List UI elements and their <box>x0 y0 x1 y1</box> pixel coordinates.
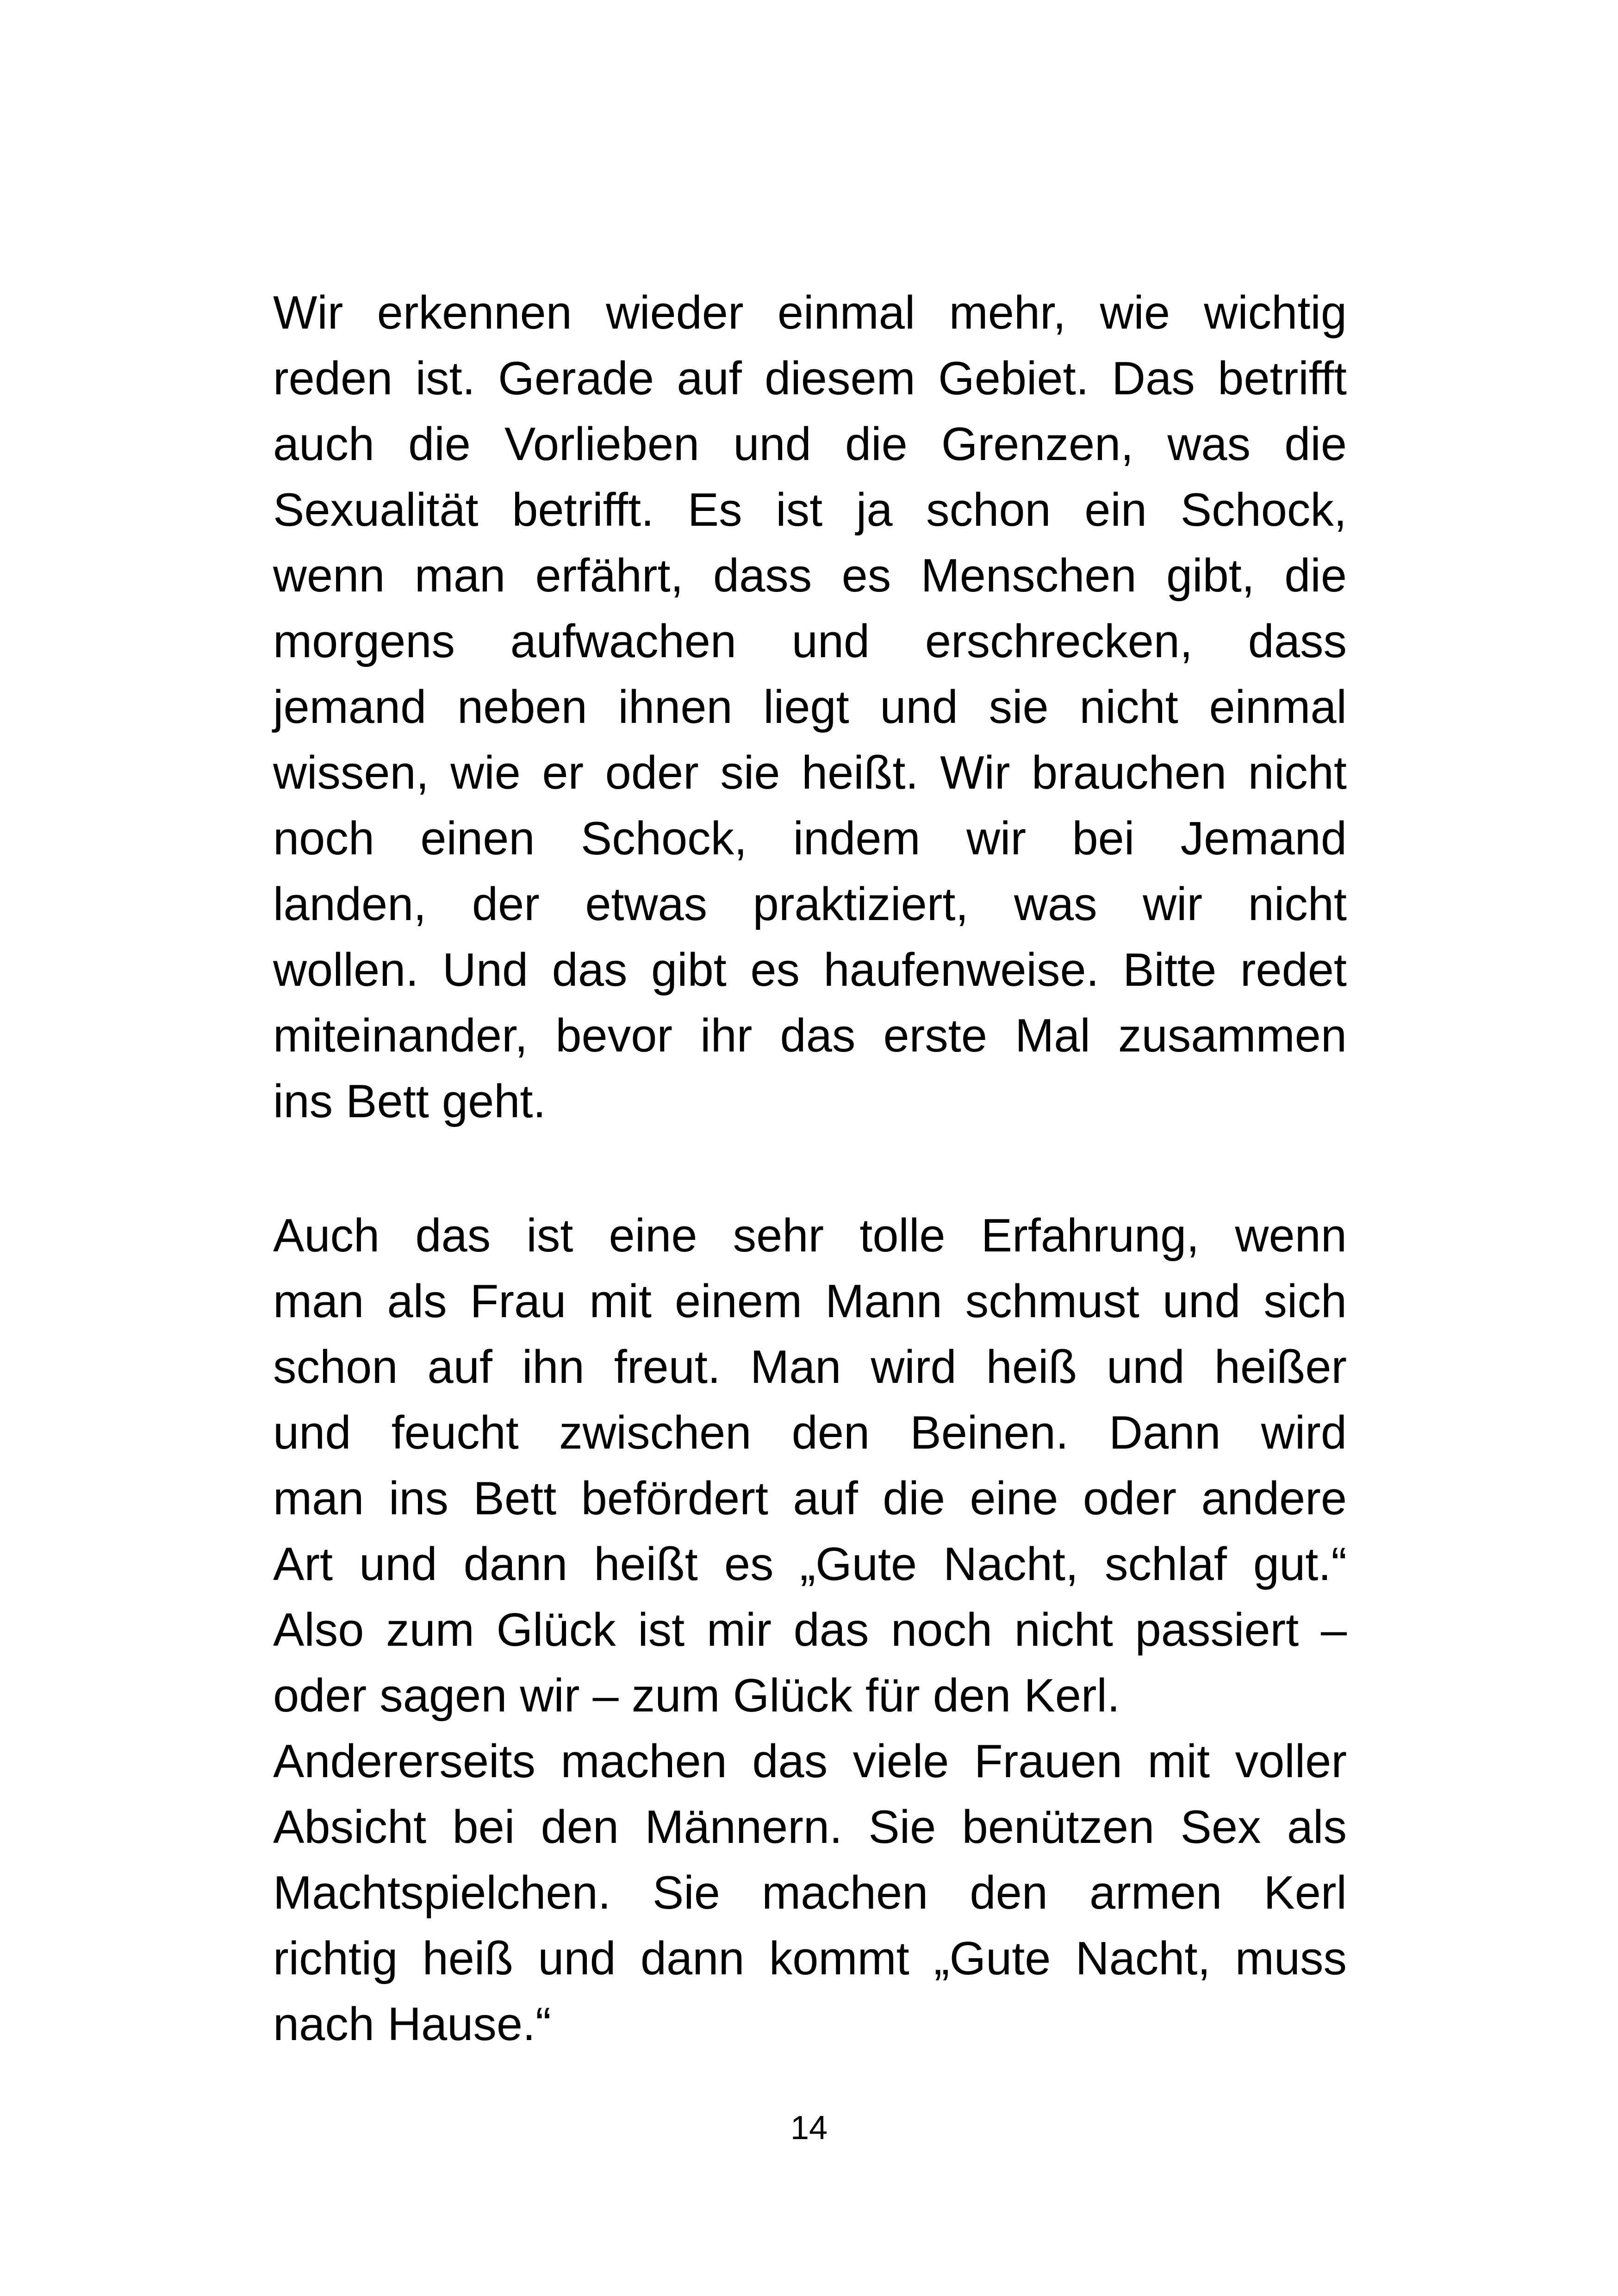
text-line: Sexualität betrifft. Es ist ja schon ein Schock, <box>273 484 1347 536</box>
paragraph-gap <box>273 1134 1347 1203</box>
text-line: richtig heiß und dann kommt „Gute Nacht, muss <box>273 1933 1347 1985</box>
text-line: wollen. Und das gibt es haufenweise. Bitte redet <box>273 944 1347 996</box>
text-line: reden ist. Gerade auf diesem Gebiet. Das betrifft <box>273 353 1347 404</box>
text-line: und feucht zwischen den Beinen. Dann wird <box>273 1407 1347 1459</box>
text-line: Andererseits machen das viele Frauen mit voller <box>273 1736 1347 1787</box>
paragraph-2 <box>273 1203 1347 1729</box>
text-line: auch die Vorlieben und die Grenzen, was die <box>273 418 1347 470</box>
text-line: Art und dann heißt es „Gute Nacht, schlaf gut.“ <box>273 1538 1347 1590</box>
text-line: man ins Bett befördert auf die eine oder andere <box>273 1473 1347 1524</box>
text-line: schon auf ihn freut. Man wird heiß und heißer <box>273 1341 1347 1393</box>
text-line: Wir erkennen wieder einmal mehr, wie wichtig <box>273 287 1347 339</box>
text-line: nach Hause.“ <box>273 1998 551 2050</box>
text-line: Auch das ist eine sehr tolle Erfahrung, wenn <box>273 1210 1347 1262</box>
text-line: jemand neben ihnen liegt und sie nicht einmal <box>273 681 1347 733</box>
paragraph-1 <box>273 280 1347 1134</box>
text-line: noch einen Schock, indem wir bei Jemand <box>273 813 1347 865</box>
paragraph-3 <box>273 1729 1347 2057</box>
text-line: miteinander, bevor ihr das erste Mal zusammen <box>273 1010 1347 1062</box>
text-line: Also zum Glück ist mir das noch nicht passiert – <box>273 1604 1347 1656</box>
text-line: wenn man erfährt, dass es Menschen gibt, die <box>273 550 1347 602</box>
text-line: Absicht bei den Männern. Sie benützen Sex als <box>273 1801 1347 1853</box>
body-text <box>273 280 1347 2057</box>
text-line: morgens aufwachen und erschrecken, dass <box>273 616 1347 667</box>
text-line: ins Bett geht. <box>273 1076 546 1127</box>
text-line: wissen, wie er oder sie heißt. Wir brauchen nicht <box>273 747 1347 799</box>
text-line: man als Frau mit einem Mann schmust und sich <box>273 1276 1347 1327</box>
text-line: Machtspielchen. Sie machen den armen Kerl <box>273 1867 1347 1919</box>
text-line: landen, der etwas praktiziert, was wir nicht <box>273 878 1347 930</box>
text-line: oder sagen wir – zum Glück für den Kerl. <box>273 1670 1120 1722</box>
page-number: 14 <box>790 2109 828 2147</box>
